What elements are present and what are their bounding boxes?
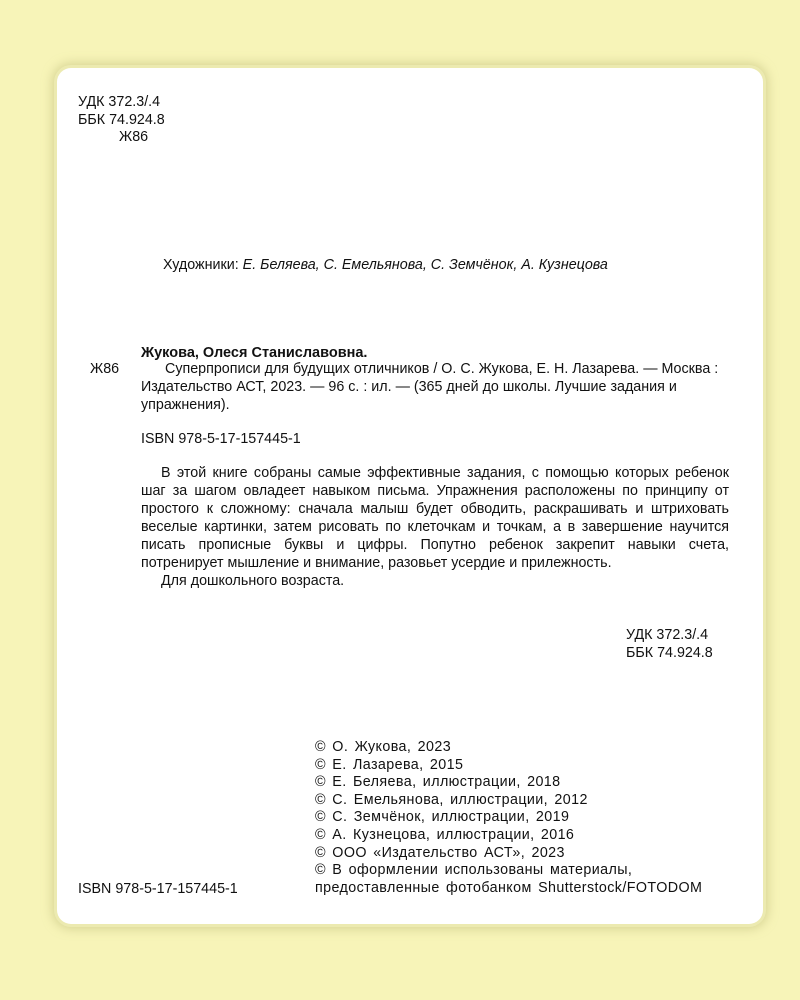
- catalog-description: Суперпрописи для будущих отличников / О. С. Жукова, Е. Н. Лазарева. — Москва : Издательство АСТ, 2023. — 96 с. : ил. — (365 дней до школы. Лучшие задания и упражнения).: [141, 361, 719, 413]
- bbk-code-top: ББК 74.924.8: [78, 112, 165, 128]
- copyright-line: © Е. Лазарева, 2015: [315, 756, 464, 773]
- author-sign-top: Ж86: [119, 129, 149, 145]
- copyright-line: © О. Жукова, 2023: [315, 739, 452, 755]
- isbn-catalog: ISBN 978-5-17-157445-1: [141, 431, 301, 447]
- author-sign-side: Ж86: [90, 361, 120, 377]
- imprint-page: [57, 68, 763, 924]
- artists-credit: [163, 256, 608, 274]
- copyright-line: © ООО «Издательство АСТ», 2023: [315, 844, 565, 861]
- copyright-line: © С. Земчёнок, иллюстрации, 2019: [315, 809, 570, 826]
- copyright-line: предоставленные фотобанком Shutterstock/FOTODOM: [315, 879, 703, 896]
- artists-label: Художники:: [163, 257, 243, 273]
- udk-code-top: УДК 372.3/.4: [78, 94, 161, 110]
- annotation-text: В этой книге собраны самые эффективные задания, с помощью которых ребенок шаг за шагом овладеет навыком письма. Упражнения расположены по принципу от простого к сложному: сначала малыш будет обводить, раскрашивать и штриховать веселые картинки, затем рисовать по клеточкам и точкам, а в завершение научится писать прописные буквы и цифры. Попутно ребенок закрепит навыки счета, потренирует мышление и внимание, разовьет усердие и прилежность.: [141, 465, 729, 571]
- age-note: Для дошкольного возраста.: [161, 573, 345, 589]
- bbk-code-bottom: ББК 74.924.8: [626, 645, 713, 661]
- author-heading: Жукова, Олеся Станиславовна.: [141, 345, 368, 361]
- copyright-line: © А. Кузнецова, иллюстрации, 2016: [315, 826, 575, 843]
- copyright-line: © С. Емельянова, иллюстрации, 2012: [315, 791, 588, 808]
- copyright-line: © В оформлении использованы материалы,: [315, 862, 633, 879]
- copyright-line: © Е. Беляева, иллюстрации, 2018: [315, 774, 561, 791]
- annotation: [141, 464, 729, 590]
- catalog-entry: [141, 360, 719, 414]
- isbn-bottom: ISBN 978-5-17-157445-1: [78, 881, 238, 897]
- copyright-list: [315, 739, 702, 897]
- udk-code-bottom: УДК 372.3/.4: [626, 627, 709, 643]
- artists-names: Е. Беляева, С. Емельянова, С. Земчёнок, А. Кузнецова: [242, 257, 608, 273]
